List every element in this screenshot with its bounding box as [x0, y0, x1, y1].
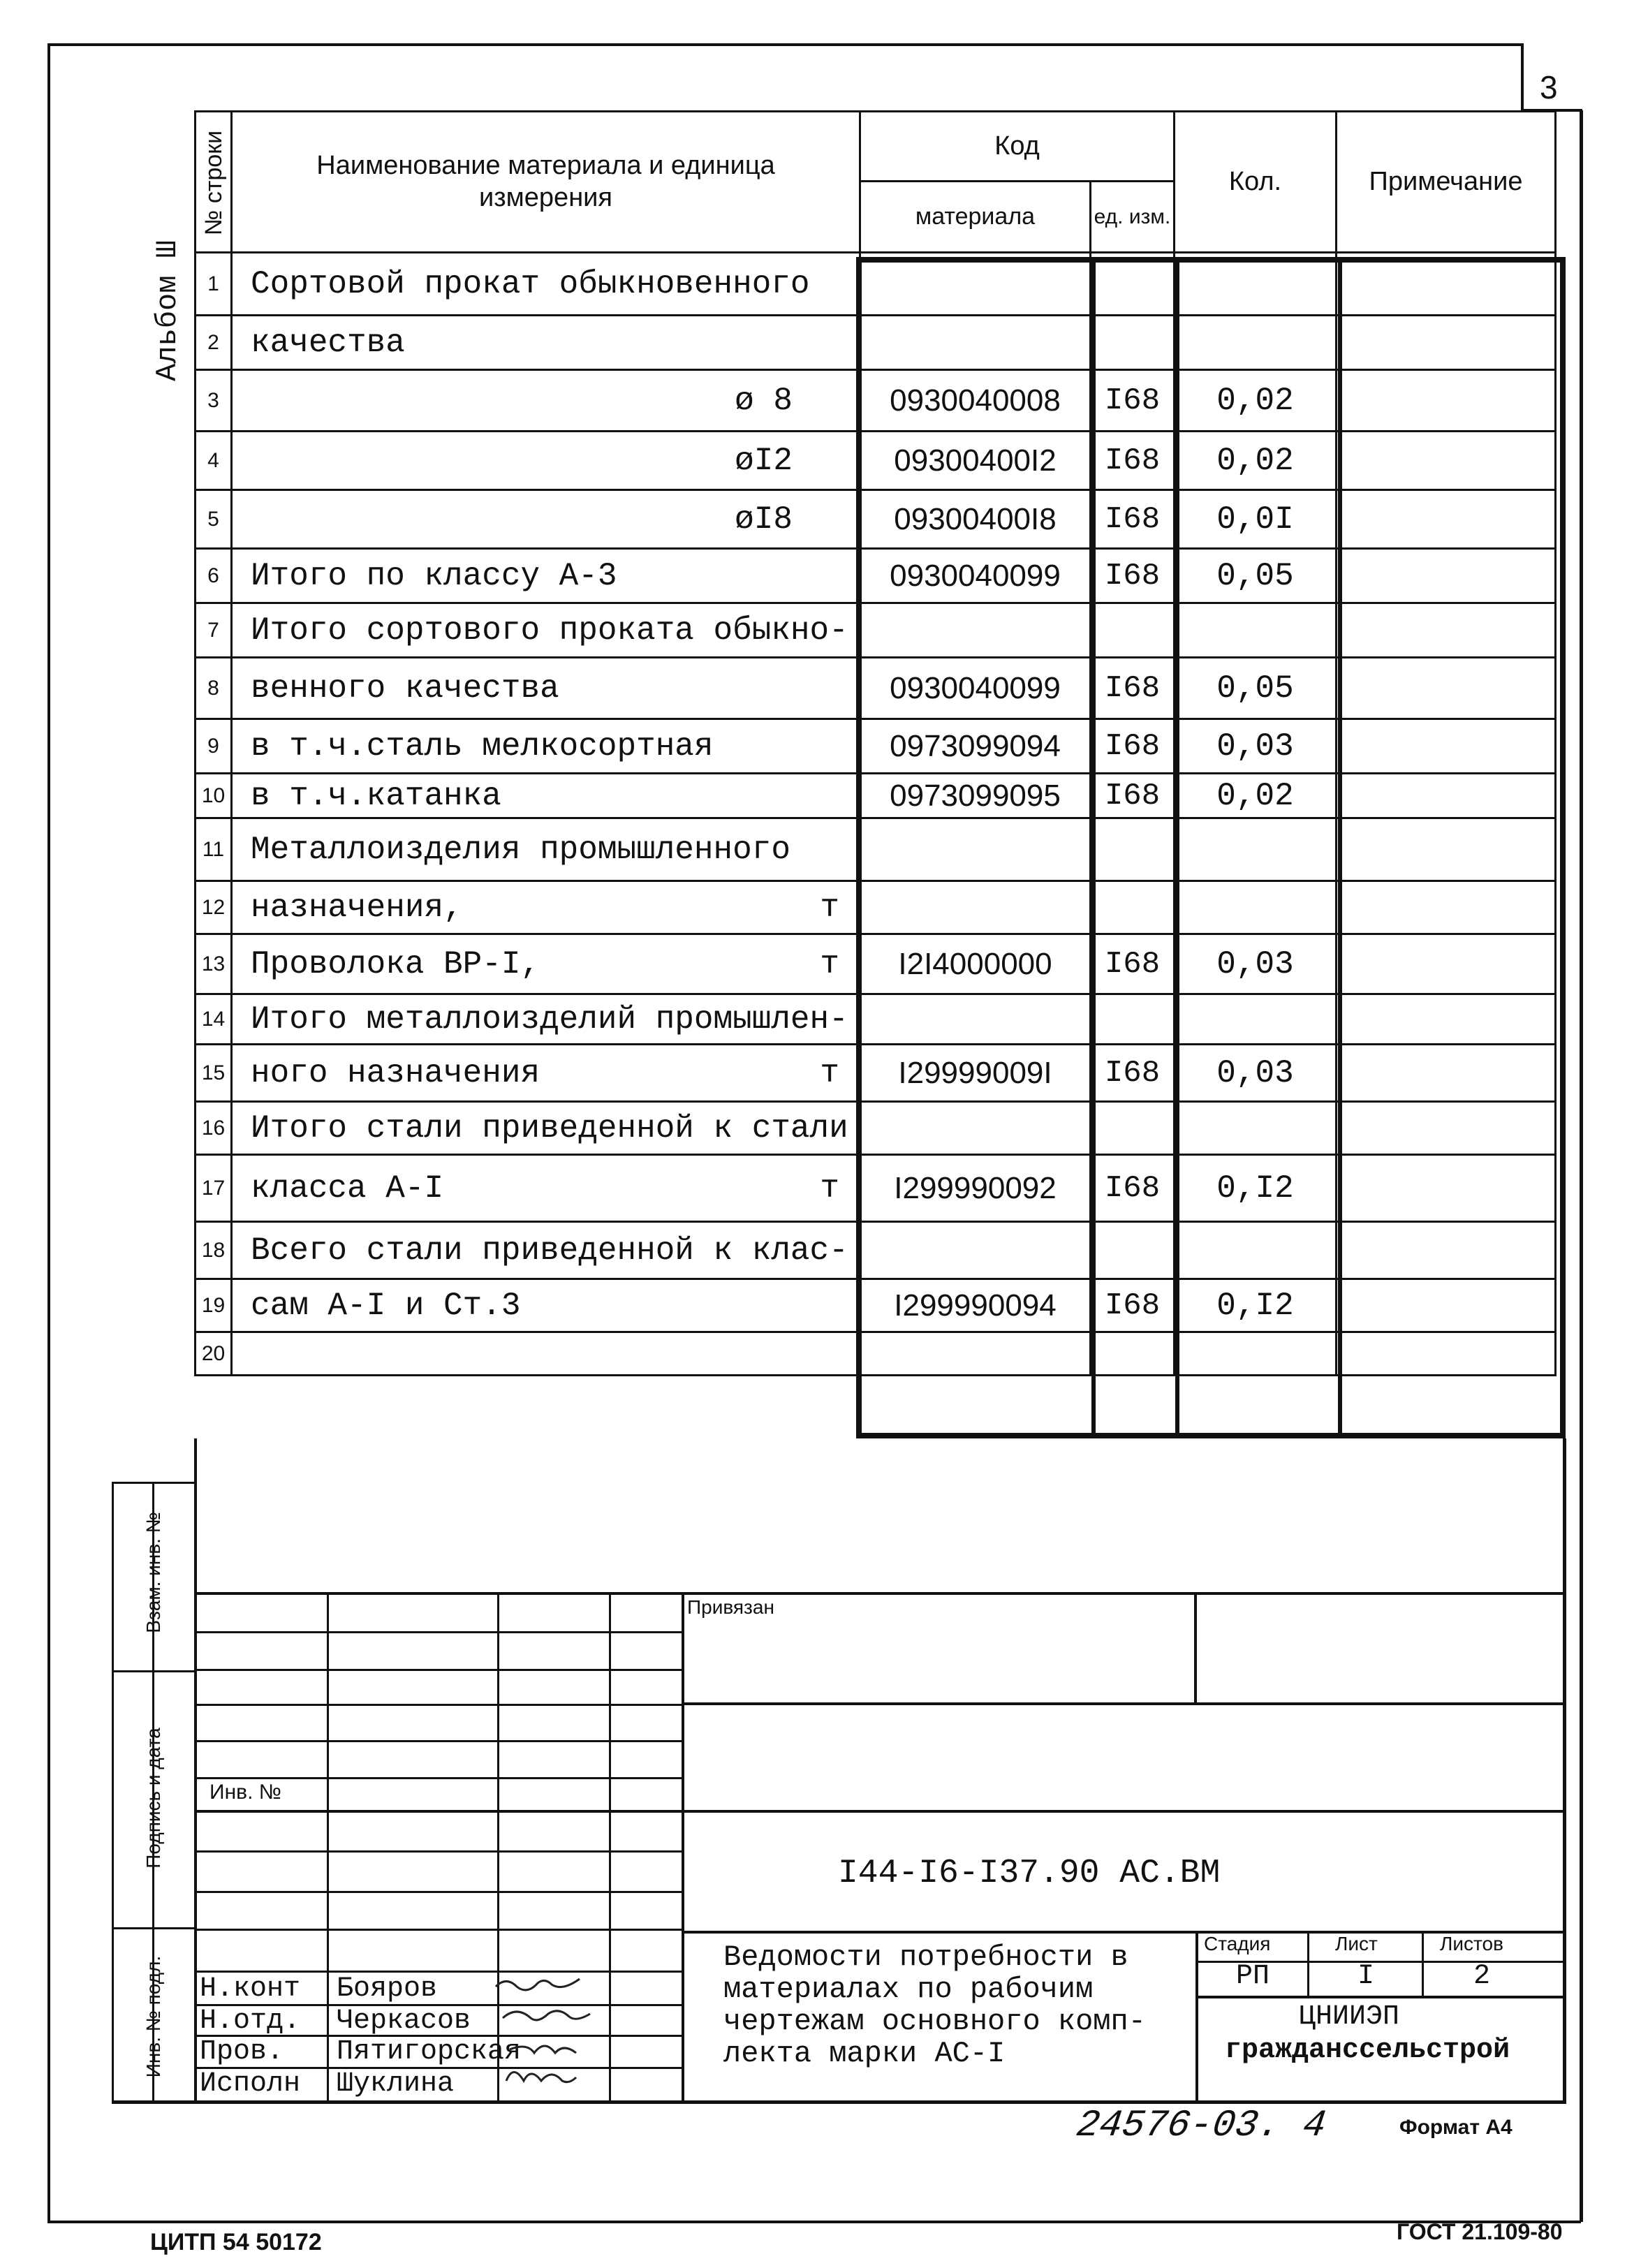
- stamp-line-privyazan: [683, 1702, 1566, 1705]
- role-name-1: Бояров: [337, 1973, 438, 2005]
- stage-value: РП: [1236, 1961, 1270, 1992]
- row-name-text: Итого стали приведенной к стали: [251, 1110, 848, 1147]
- row-unit-mark: т: [820, 945, 839, 982]
- row-number: 19: [196, 1279, 232, 1332]
- row-code: 0973099095: [860, 774, 1091, 818]
- side-label-inv-podl: Инв. № подл.: [142, 1955, 164, 2078]
- row-number: 17: [196, 1155, 232, 1222]
- row-qty: 0,05: [1175, 549, 1337, 603]
- stamp-title-line-2: материалах по рабочим: [723, 1973, 1094, 2006]
- row-code: I299990092: [860, 1155, 1091, 1222]
- row-code: I29999009I: [860, 1045, 1091, 1102]
- bold-divider-3: [1338, 257, 1342, 1438]
- row-name-text: в т.ч.катанка: [251, 777, 501, 814]
- row-unit-mark: т: [820, 889, 839, 926]
- row-name-text: Всего стали приведенной к клас-: [251, 1232, 848, 1269]
- row-number: 15: [196, 1045, 232, 1102]
- row-number: 14: [196, 994, 232, 1045]
- row-size: øI2: [735, 442, 793, 479]
- privyazan-label: Привязан: [687, 1596, 774, 1618]
- stamp-title: [723, 1941, 1146, 2070]
- row-qty: 0,03: [1175, 1045, 1337, 1102]
- stamp-title-line-3: чертежам основного комп-: [723, 2005, 1146, 2038]
- row-name: [232, 818, 860, 881]
- row-number: 20: [196, 1332, 232, 1376]
- row-name: [232, 719, 860, 774]
- side-label-podpis-data: Подпись и дата: [142, 1728, 164, 1869]
- row-name-text: венного качества: [251, 670, 559, 707]
- bold-divider-1: [1091, 257, 1096, 1438]
- row-unit: I68: [1091, 774, 1175, 818]
- row-code: 0930040099: [860, 658, 1091, 719]
- row-qty: 0,I2: [1175, 1155, 1337, 1222]
- row-qty: 0,05: [1175, 658, 1337, 719]
- row-name: [232, 994, 860, 1045]
- row-name-text: Металлоизделия промышленного: [251, 831, 790, 868]
- role-name-4: Шуклина: [337, 2068, 455, 2100]
- row-code: I299990094: [860, 1279, 1091, 1332]
- role-name-3: Пятигорская: [337, 2036, 522, 2068]
- row-number: 11: [196, 818, 232, 881]
- outer-frame-left: [47, 43, 50, 2222]
- footer-right: ГОСТ 21.109-80: [1397, 2219, 1563, 2244]
- row-qty: 0,0I: [1175, 490, 1337, 549]
- stamp-title-line-4: лекта марки АС-I: [723, 2037, 1006, 2070]
- side-col-div1: [112, 1670, 196, 1672]
- header-qty: Кол.: [1175, 112, 1337, 253]
- row-number: 6: [196, 549, 232, 603]
- row-code: 0930040099: [860, 549, 1091, 603]
- row-name-text: Проволока ВР-I,: [251, 945, 540, 982]
- handwritten-number: 24576-03. 4: [1073, 2105, 1329, 2147]
- stamp-grid-v4: [682, 1592, 684, 2102]
- row-name: [232, 881, 860, 934]
- sheets-value: 2: [1473, 1961, 1491, 1992]
- outer-frame-top: [47, 43, 1522, 46]
- row-unit: I68: [1091, 370, 1175, 432]
- row-name-text: Сортовой прокат обыкновенного: [251, 265, 810, 302]
- row-unit: I68: [1091, 719, 1175, 774]
- data-bold-frame: [856, 257, 1566, 1438]
- role-1: Н.конт: [200, 1973, 301, 2005]
- row-name: [232, 1332, 860, 1376]
- row-qty: 0,02: [1175, 432, 1337, 490]
- row-unit: I68: [1091, 549, 1175, 603]
- row-name: [232, 490, 860, 549]
- page-number: 3: [1540, 69, 1558, 105]
- stamp-grid-v1: [327, 1592, 329, 2102]
- row-name: [232, 774, 860, 818]
- stage-label: Стадия: [1204, 1933, 1271, 1954]
- row-unit: I68: [1091, 1279, 1175, 1332]
- signatures: [489, 1966, 615, 2105]
- row-qty: 0,02: [1175, 370, 1337, 432]
- row-number: 8: [196, 658, 232, 719]
- role-3: Пров.: [200, 2036, 284, 2068]
- signature-1: [496, 1979, 580, 1990]
- row-number: 12: [196, 881, 232, 934]
- row-number: 10: [196, 774, 232, 818]
- row-qty: 0,03: [1175, 719, 1337, 774]
- row-name-text: класса А-I: [251, 1170, 444, 1207]
- header-name: Наименование материала и единица измерения: [232, 112, 860, 253]
- side-col-left: [112, 1482, 114, 2102]
- row-qty: 0,I2: [1175, 1279, 1337, 1332]
- row-name-text: в т.ч.сталь мелкосортная: [251, 728, 714, 765]
- sheet-label: Лист: [1335, 1933, 1378, 1954]
- row-code: 09300400I2: [860, 432, 1091, 490]
- row-name: [232, 253, 860, 316]
- row-name: [232, 1155, 860, 1222]
- row-code: 0930040008: [860, 370, 1091, 432]
- stamp-right-border: [1563, 1438, 1566, 2102]
- row-code: 0973099094: [860, 719, 1091, 774]
- row-name-text: назначения,: [251, 889, 463, 926]
- row-number: 13: [196, 934, 232, 994]
- bold-divider-2: [1175, 257, 1179, 1438]
- outer-frame-bottom: [47, 2221, 1581, 2223]
- stamp-title-line-1: Ведомости потребности в: [723, 1941, 1128, 1974]
- row-number: 1: [196, 253, 232, 316]
- stage-box-h2: [1195, 1996, 1566, 1998]
- row-number: 18: [196, 1222, 232, 1279]
- row-unit: I68: [1091, 432, 1175, 490]
- row-name: [232, 370, 860, 432]
- row-number: 7: [196, 603, 232, 658]
- row-name-text: Итого сортового проката обыкно-: [251, 612, 848, 649]
- row-name-text: качества: [251, 324, 405, 361]
- row-unit-mark: т: [820, 1054, 839, 1091]
- row-size: ø 8: [735, 382, 793, 419]
- row-unit: I68: [1091, 1155, 1175, 1222]
- signature-3: [510, 2046, 576, 2053]
- row-qty: 0,03: [1175, 934, 1337, 994]
- outer-frame-right: [1580, 110, 1583, 2222]
- stamp-line-main: [194, 1810, 1566, 1813]
- row-size: øI8: [735, 501, 793, 538]
- row-name: [232, 1045, 860, 1102]
- inv-no-label: Инв. №: [209, 1781, 281, 1804]
- role-name-2: Черкасов: [337, 2005, 471, 2037]
- stamp-line-top: [194, 1592, 1566, 1595]
- row-number: 4: [196, 432, 232, 490]
- role-4: Исполн: [200, 2068, 301, 2100]
- stamp-bottom: [112, 2100, 1566, 2104]
- signature-2: [503, 2011, 590, 2020]
- row-unit: I68: [1091, 934, 1175, 994]
- role-2: Н.отд.: [200, 2005, 301, 2037]
- row-name-text: сам А-I и Ст.3: [251, 1287, 521, 1324]
- sheets-label: Листов: [1440, 1933, 1503, 1954]
- row-name: [232, 1222, 860, 1279]
- side-label-vzam-inv: Взам. инв. №: [142, 1512, 164, 1633]
- album-label: Альбом Ш: [151, 240, 184, 381]
- row-number: 16: [196, 1102, 232, 1155]
- row-number: 2: [196, 316, 232, 370]
- row-code: 09300400I8: [860, 490, 1091, 549]
- row-name: [232, 1102, 860, 1155]
- row-unit: I68: [1091, 490, 1175, 549]
- signature-4: [506, 2072, 576, 2082]
- header-row-no: № строки: [196, 112, 232, 253]
- row-name: [232, 603, 860, 658]
- sheet-value: I: [1357, 1961, 1375, 1992]
- org-line-2: гражданссельстрой: [1225, 2035, 1510, 2066]
- row-code: I2I4000000: [860, 934, 1091, 994]
- row-name: [232, 316, 860, 370]
- doc-code: I44-I6-I37.90 АС.ВМ: [838, 1855, 1221, 1892]
- stage-box-v2: [1422, 1931, 1424, 1997]
- row-number: 5: [196, 490, 232, 549]
- row-name: [232, 432, 860, 490]
- format-label: Формат А4: [1399, 2116, 1513, 2139]
- row-name-text: Итого металлоизделий промышлен-: [251, 1001, 848, 1038]
- org-line-1: ЦНИИЭП: [1299, 2001, 1400, 2033]
- header-code-material: материала: [860, 182, 1091, 253]
- row-number: 9: [196, 719, 232, 774]
- row-name: [232, 549, 860, 603]
- row-name: [232, 1279, 860, 1332]
- row-unit: I68: [1091, 1045, 1175, 1102]
- row-name: [232, 658, 860, 719]
- row-name-text: ного назначения: [251, 1054, 540, 1091]
- row-unit-mark: т: [820, 1170, 839, 1207]
- page-number-box-left: [1521, 43, 1524, 112]
- row-unit: I68: [1091, 658, 1175, 719]
- header-code-unit: ед. изм.: [1091, 182, 1175, 253]
- header-code: Код: [860, 112, 1175, 182]
- stamp-title-div: [1195, 1931, 1198, 2102]
- row-name-text: Итого по классу А-3: [251, 557, 617, 594]
- stage-box-v1: [1307, 1931, 1309, 1997]
- row-name: [232, 934, 860, 994]
- stamp-privyazan-div: [1194, 1592, 1197, 1704]
- header-note: Примечание: [1337, 112, 1556, 253]
- stamp-line-titlebar: [683, 1931, 1566, 1934]
- stamp-left-border: [194, 1438, 197, 2102]
- row-number: 3: [196, 370, 232, 432]
- footer-left: ЦИТП 54 50172: [150, 2229, 322, 2255]
- row-qty: 0,02: [1175, 774, 1337, 818]
